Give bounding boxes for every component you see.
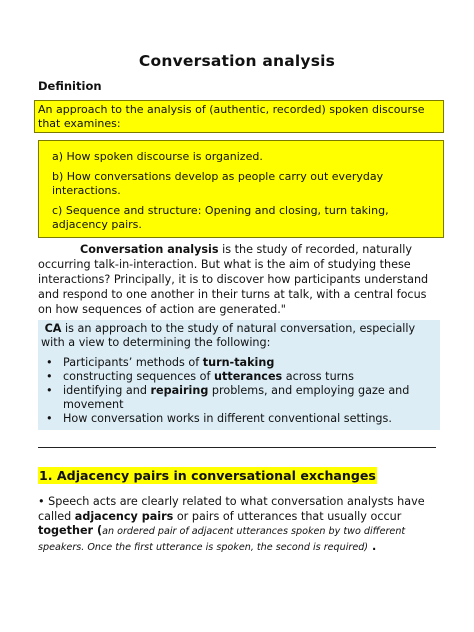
ca-bullet-list [41, 356, 437, 426]
paragraph-bold-lead: Conversation analysis [80, 243, 219, 256]
bullet-icon: • [46, 412, 53, 425]
bullet-bold: utterances [214, 370, 283, 383]
paragraph-bold: together ( [38, 524, 103, 537]
definition-text: An approach to the analysis of (authentic, recorded) spoken discourse that examines: [38, 103, 425, 130]
horizontal-divider [38, 447, 436, 448]
ca-bold-lead: CA [44, 322, 62, 335]
document-title: Conversation analysis [138, 52, 336, 70]
bullet-post: across turns [282, 370, 354, 383]
ca-info-box [38, 320, 440, 430]
bullet-pre: identifying and [63, 384, 151, 397]
definition-highlight-box [34, 100, 444, 133]
paragraph-text: is the study of recorded, naturally occurring talk-in-interaction. But what is the aim of studying these interactions? Principally, it is to discover how participants understand and respond to one another in their turns at talk, with a central focus on how sequences of action are generated." [38, 243, 429, 316]
bullet-icon: • [46, 384, 53, 397]
ca-intro-text: is an approach to the study of natural conversation, especially with a view to determining the following: [41, 322, 416, 349]
bullet-pre: Participants’ methods of [63, 356, 203, 369]
ca-intro [41, 322, 437, 350]
bullet-bold: turn-taking [202, 356, 275, 369]
definition-heading: Definition [38, 79, 102, 93]
bullet-icon: • [46, 370, 53, 383]
list-item [46, 370, 437, 384]
bullet-bold: repairing [150, 384, 209, 397]
list-item: b) How conversations develop as people carry out everyday interactions. [52, 170, 384, 197]
list-item [46, 356, 437, 370]
list-item [46, 412, 437, 426]
list-item [46, 384, 437, 412]
section-heading: 1. Adjacency pairs in conversational exchanges [39, 468, 376, 483]
paragraph-end: . [368, 539, 377, 553]
bullet-pre: constructing sequences of [63, 370, 215, 383]
bullet-pre: How conversation works in different conventional settings. [63, 412, 392, 425]
list-item: c) Sequence and structure: Opening and closing, turn taking, adjacency pairs. [52, 204, 389, 231]
paragraph-lead: • Speech acts are clearly related to what conversation analysts have called [38, 495, 425, 523]
paragraph-mid: or pairs of utterances that usually occur [173, 509, 402, 523]
adjacency-pairs-paragraph [38, 495, 440, 555]
examines-list-box [38, 140, 444, 238]
ca-definition-paragraph [38, 242, 440, 317]
bullet-post: problems, and employing gaze and movement [63, 384, 410, 411]
paragraph-bold: adjacency pairs [74, 509, 174, 523]
list-item: a) How spoken discourse is organized. [52, 150, 263, 163]
bullet-icon: • [46, 356, 53, 369]
paragraph-italic-note: an ordered pair of adjacent utterances spoken by two different speakers. Once the first utterance is spoken, the second is required) [38, 526, 406, 553]
